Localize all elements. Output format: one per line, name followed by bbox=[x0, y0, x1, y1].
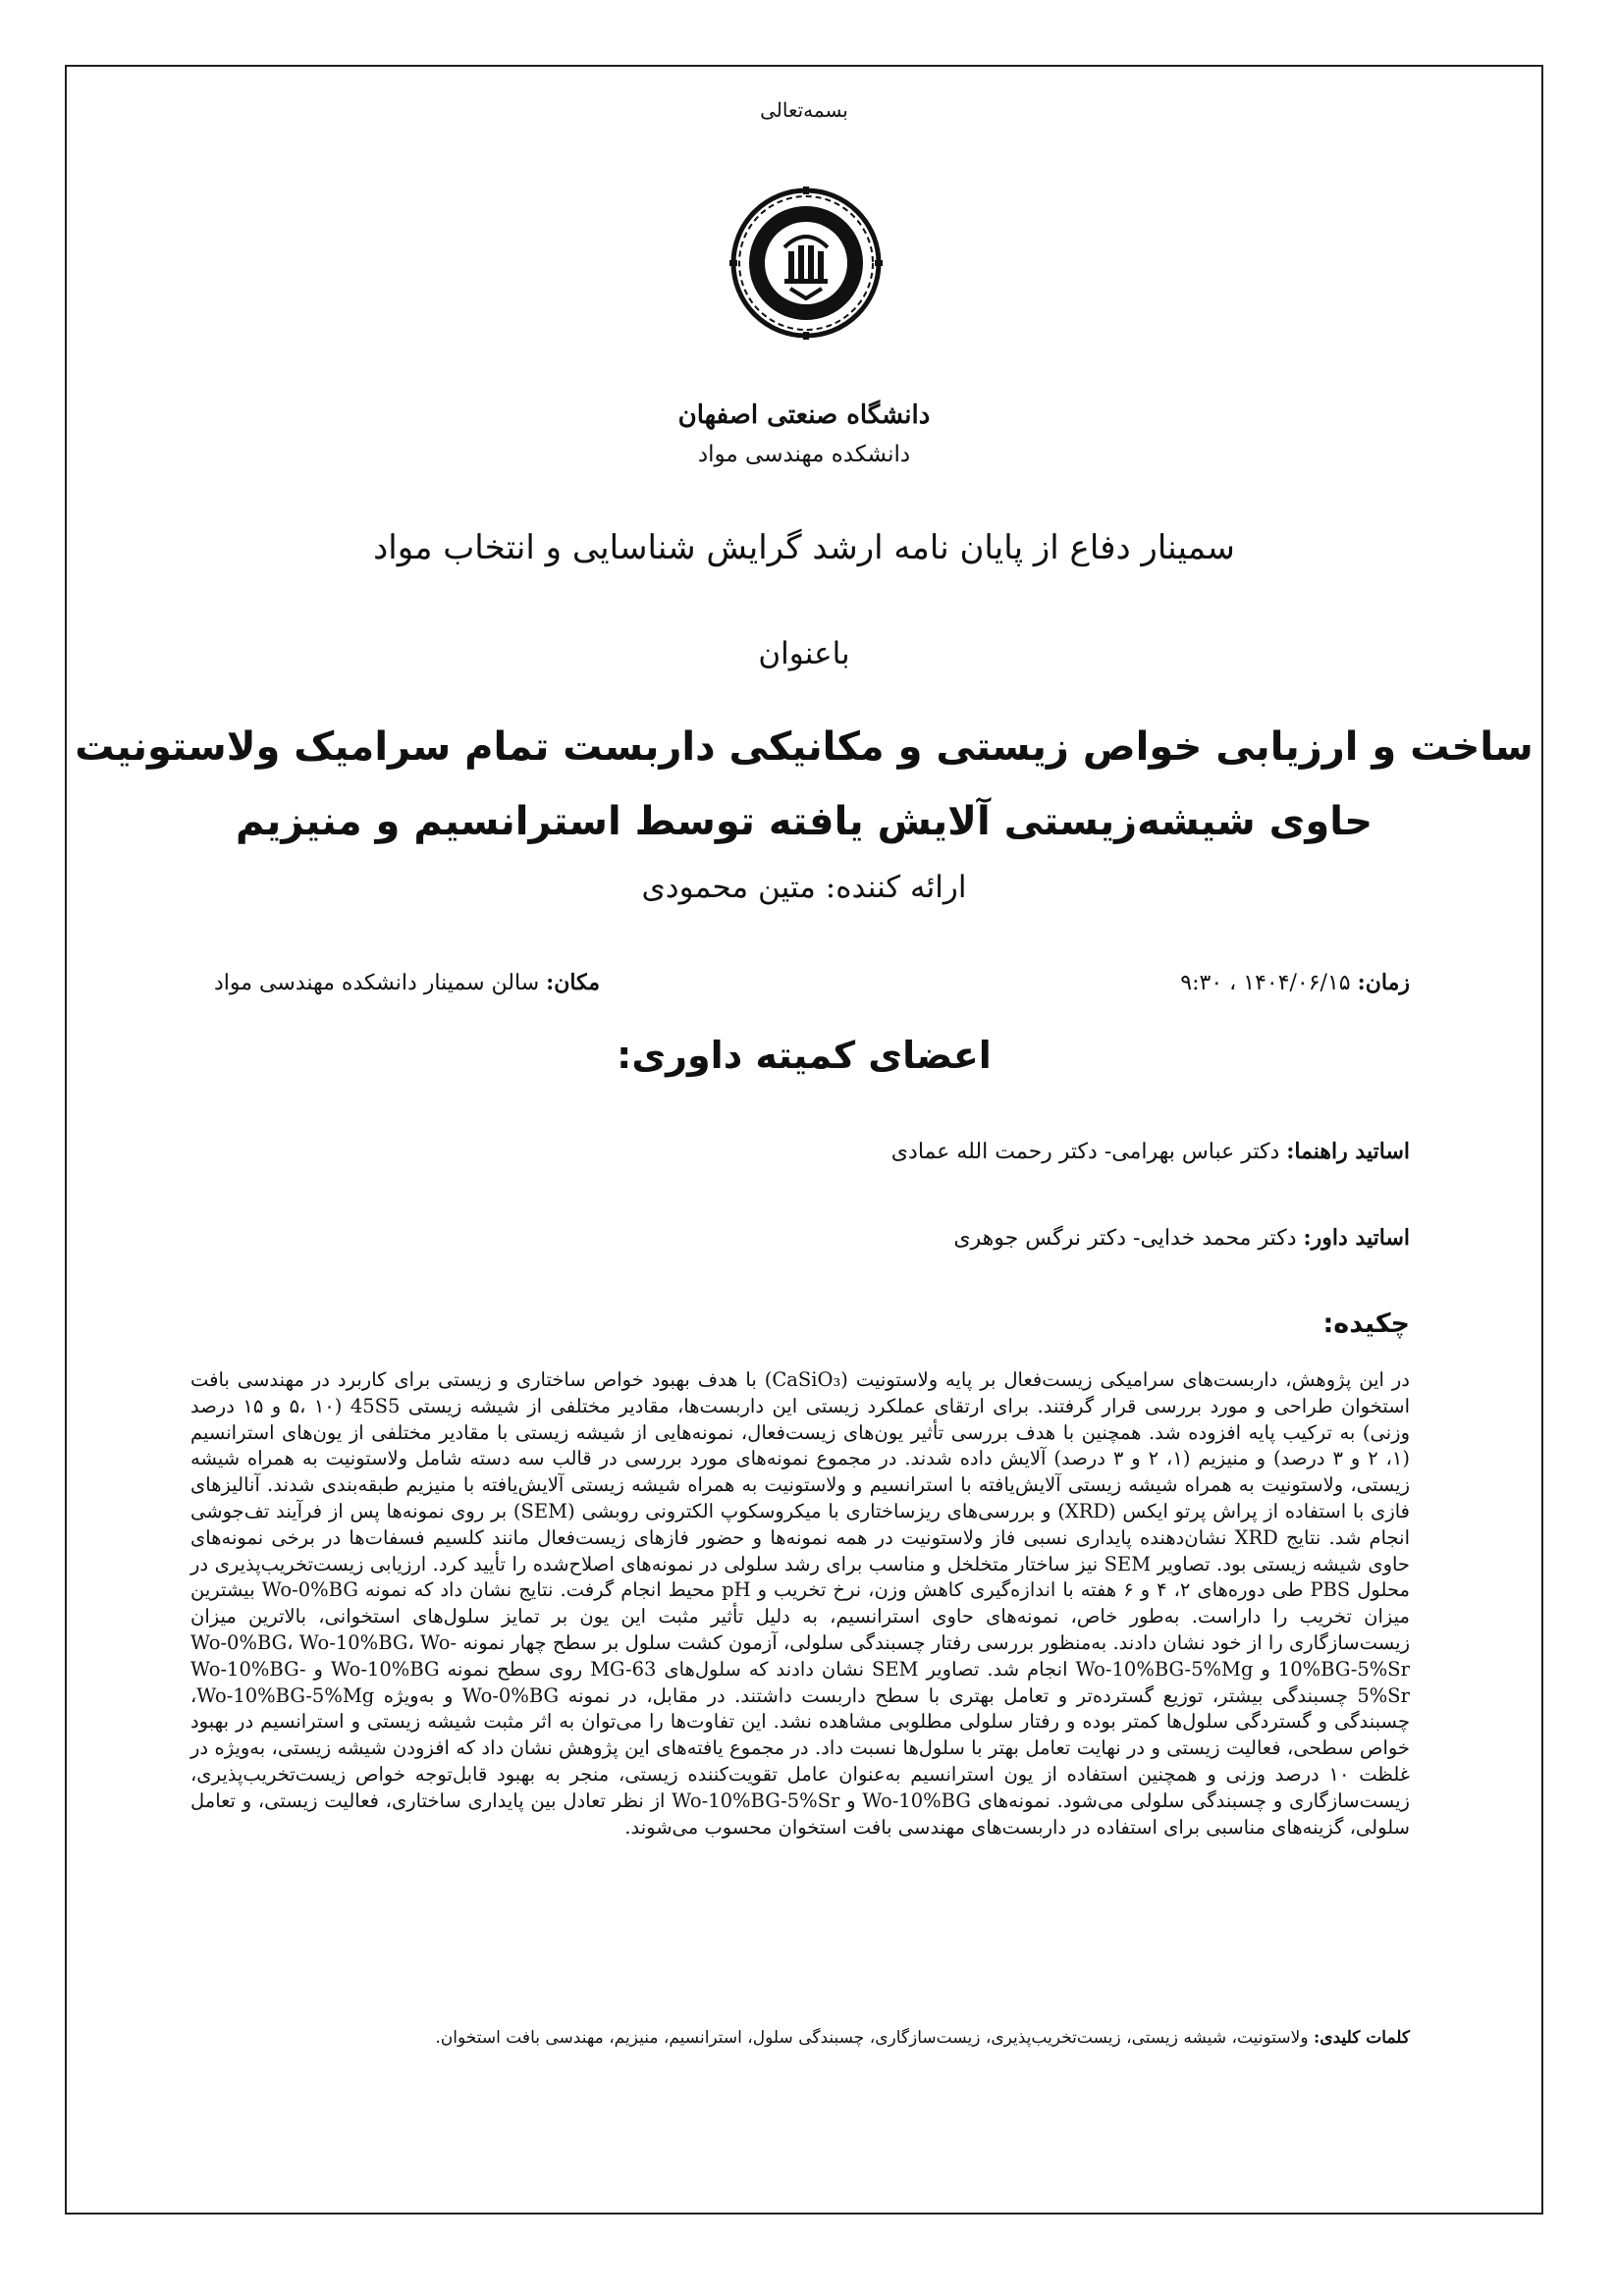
thesis-title-line-1: ساخت و ارزیابی خواص زیستی و مکانیکی داربست تمام سرامیک ولاستونیت bbox=[75, 724, 1534, 770]
university-seal-icon bbox=[729, 187, 883, 340]
advisors-label: اساتید راهنما: bbox=[1286, 1139, 1410, 1164]
keywords-value: ولاستونیت، شیشه زیستی، زیست‌تخریب‌پذیری، زیست‌سازگاری، چسبندگی سلول، استرانسیم، منیزیم، مهندسی بافت استخوان. bbox=[435, 2028, 1309, 2048]
thesis-title-line-2: حاوی شیشه‌زیستی آلایش یافته توسط استرانسیم و منیزیم bbox=[235, 799, 1374, 844]
place-info bbox=[214, 970, 600, 995]
reviewers-value: دکتر محمد خدایی- دکتر نرگس جوهری bbox=[953, 1226, 1297, 1251]
reviewers-label: اساتید داور: bbox=[1303, 1225, 1410, 1251]
presenter: ارائه کننده: متین محمودی bbox=[641, 870, 967, 905]
time-label: زمان: bbox=[1357, 970, 1410, 995]
keywords-label: کلمات کلیدی: bbox=[1313, 2028, 1410, 2048]
abstract-heading: چکیده: bbox=[1322, 1308, 1410, 1339]
reviewers bbox=[953, 1225, 1410, 1251]
page-border bbox=[65, 65, 1543, 2215]
keywords bbox=[190, 2026, 1410, 2050]
place-label: مکان: bbox=[546, 970, 601, 995]
university-name: دانشگاه صنعتی اصفهان bbox=[677, 400, 931, 430]
basmala: بسمه‌تعالی bbox=[760, 98, 848, 122]
advisors bbox=[891, 1139, 1410, 1164]
time-value: ۱۴۰۴/۰۶/۱۵ ، ۹:۳۰ bbox=[1180, 971, 1351, 995]
faculty-name: دانشکده مهندسی مواد bbox=[697, 442, 911, 467]
ba-onvan-label: باعنوان bbox=[758, 636, 850, 671]
seminar-line: سمینار دفاع از پایان نامه ارشد گرایش شناسایی و انتخاب مواد bbox=[373, 528, 1235, 567]
advisors-value: دکتر عباس بهرامی- دکتر رحمت الله عمادی bbox=[890, 1140, 1280, 1164]
abstract-text: در این پژوهش، داربست‌های سرامیکی زیست‌فعال بر پایه ولاستونیت (CaSiO₃) با هدف بهبود خواص ساختاری و زیستی برای کاربرد در مهندسی بافت استخوان طراحی و مورد بررسی قرار گرفتند. برای ارتقای عملکرد زیستی این داربست‌ها، مقادیر مختلفی از شیشه زیستی 45S5 (۵، ۱۰ و ۱۵ درصد وزنی) به ترکیب پایه افزوده شد. همچنین با هدف بررسی تأثیر یون‌های زیست‌فعال، نمونه‌هایی از شیشه زیستی با مقادیر مختلفی از یون‌های استرانسیم (۱، ۲ و ۳ درصد) و منیزیم (۱، ۲ و ۳ درصد) آلایش داده شدند. در مجموع نمونه‌های مورد بررسی در قالب سه دسته شامل ولاستونیت به همراه شیشه زیستی، ولاستونیت به همراه شیشه زیستی آلایش‌یافته با استرانسیم و ولاستونیت به همراه شیشه زیستی آلایش‌یافته با منیزیم طبقه‌بندی شدند. آنالیزهای فازی با استفاده از پراش پرتو ایکس (XRD) و بررسی‌های ریزساختاری با میکروسکوپ الکترونی روبشی (SEM) بر روی نمونه‌ها پس از فرآیند تف‌جوشی انجام شد. نتایج XRD نشان‌دهنده پایداری نسبی فاز ولاستونیت در همه نمونه‌ها و حضور فازهای زیست‌فعال مانند کلسیم فسفات‌ها در برخی نمونه‌های حاوی شیشه زیستی بود. تصاویر SEM نیز ساختار متخلخل و مناسب برای رشد سلولی در نمونه‌های اصلاح‌شده را تأیید کرد. ارزیابی زیست‌تخریب‌پذیری در محلول PBS طی دوره‌های ۲، ۴ و ۶ هفته با اندازه‌گیری کاهش وزن، نرخ تخریب و pH محیط انجام گرفت. نتایج نشان داد که نمونه Wo-0%BG بیشترین میزان تخریب را داراست. به‌طور خاص، نمونه‌های حاوی استرانسیم، به دلیل تأثیر مثبت این یون بر تمایز سلول‌های استخوانی، بالاترین میزان زیست‌سازگاری را از خود نشان دادند. به‌منظور بررسی رفتار چسبندگی سلولی، آزمون کشت سلول بر سطح چهار نمونه Wo-0%BG، Wo-10%BG، Wo-10%BG-5%Sr و Wo-10%BG-5%Mg انجام شد. تصاویر SEM نشان دادند که سلول‌های MG-63 روی سطح نمونه Wo-10%BG و Wo-10%BG-5%Sr چسبندگی بیشتر، توزیع گسترده‌تر و تعامل بهتری با سطح داربست داشتند. در مقابل، در نمونه Wo-0%BG و به‌ویژه Wo-10%BG-5%Mg، چسبندگی و گستردگی سلول‌ها کمتر بوده و رفتار سلولی مطلوبی مشاهده نشد. این تفاوت‌ها را می‌توان به اثر مثبت شیشه زیستی و استرانسیم در بهبود خواص سطحی، فعالیت زیستی و در نهایت تعامل بهتر با سلول‌ها نسبت داد. در مجموع یافته‌های این پژوهش نشان داد که افزودن شیشه زیستی، به‌ویژه در غلظت ۱۰ درصد وزنی و همچنین استفاده از یون استرانسیم به‌عنوان عامل تقویت‌کننده زیستی، منجر به بهبود قابل‌توجه خواص زیست‌تخریب‌پذیری، زیست‌سازگاری و چسبندگی سلولی می‌شود. نمونه‌های Wo-10%BG و Wo-10%BG-5%Sr از نظر تعادل بین پایداری ساختاری، فعالیت زیستی، و تعامل سلولی، گزینه‌های مناسبی برای استفاده در داربست‌های مهندسی بافت استخوان محسوب می‌شوند. bbox=[190, 1368, 1411, 1839]
place-value: سالن سمینار دانشکده مهندسی مواد bbox=[214, 971, 540, 995]
time-info bbox=[1180, 970, 1410, 995]
committee-heading: اعضای کمیته داوری: bbox=[617, 1034, 992, 1077]
